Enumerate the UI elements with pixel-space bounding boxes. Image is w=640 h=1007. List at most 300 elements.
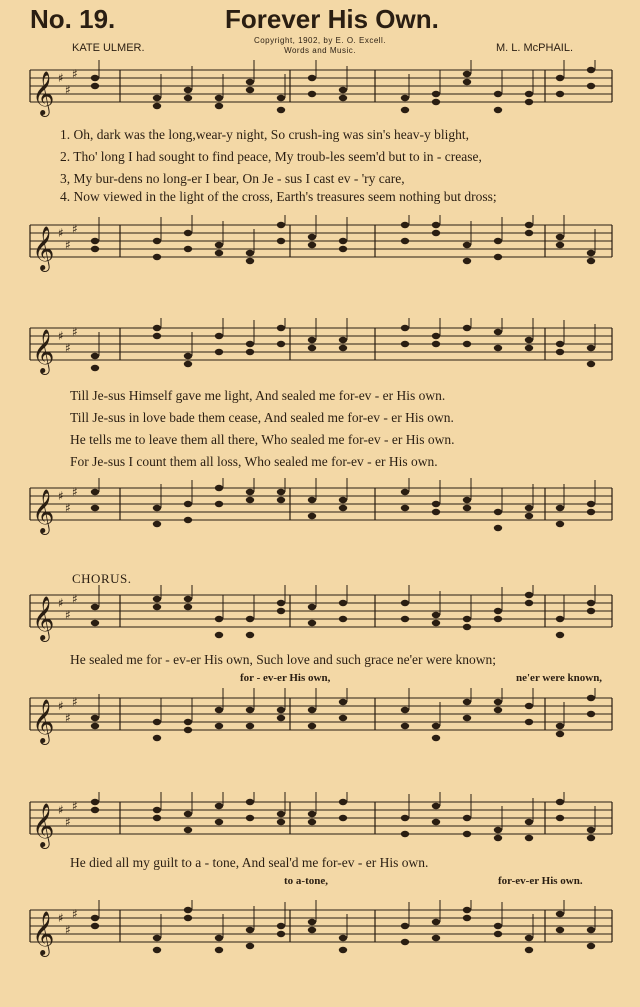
sharp-sign: ♯ (58, 489, 64, 503)
notehead (401, 815, 409, 821)
notehead (184, 827, 192, 833)
notehead (153, 325, 161, 331)
notehead (401, 923, 409, 929)
notehead (246, 616, 254, 622)
notehead (308, 604, 316, 610)
clef-glyph: 𝄞 (32, 596, 55, 640)
notehead (153, 807, 161, 813)
notehead (463, 624, 471, 630)
notehead (401, 489, 409, 495)
notehead (308, 620, 316, 626)
sharp-sign: ♯ (58, 699, 64, 713)
notehead (525, 703, 533, 709)
notehead (91, 246, 99, 252)
clef-glyph: 𝄞 (32, 699, 55, 743)
notehead (525, 600, 533, 606)
notehead (432, 723, 440, 729)
notehead (153, 95, 161, 101)
notehead (525, 345, 533, 351)
notehead (339, 799, 347, 805)
notehead (277, 923, 285, 929)
notehead (494, 345, 502, 351)
notehead (308, 75, 316, 81)
notehead (463, 497, 471, 503)
notehead (215, 349, 223, 355)
notehead (277, 497, 285, 503)
notehead (308, 513, 316, 519)
sharp-sign: ♯ (58, 596, 64, 610)
notehead (184, 501, 192, 507)
notehead (463, 907, 471, 913)
notehead (184, 517, 192, 523)
notehead (91, 238, 99, 244)
notehead (277, 811, 285, 817)
notehead (91, 915, 99, 921)
notehead (587, 258, 595, 264)
hymn-title: Forever His Own. (225, 4, 439, 34)
clef-glyph: 𝄞 (32, 803, 55, 847)
notehead (494, 835, 502, 841)
notehead (401, 616, 409, 622)
notehead (401, 723, 409, 729)
notehead (525, 719, 533, 725)
sharp-sign: ♯ (72, 222, 78, 236)
notehead (432, 935, 440, 941)
notehead (277, 238, 285, 244)
notehead (184, 727, 192, 733)
notehead (246, 815, 254, 821)
notehead (215, 947, 223, 953)
notehead (556, 341, 564, 347)
notehead (184, 87, 192, 93)
notehead (556, 234, 564, 240)
notehead (153, 719, 161, 725)
notehead (184, 230, 192, 236)
notehead (525, 505, 533, 511)
notehead (556, 75, 564, 81)
notehead (277, 600, 285, 606)
notehead (432, 620, 440, 626)
notehead (153, 596, 161, 602)
chorus-echo-2a: to a-tone, (284, 875, 328, 887)
clef-glyph: 𝄞 (32, 489, 55, 533)
notehead (494, 525, 502, 531)
notehead (401, 831, 409, 837)
notehead (91, 723, 99, 729)
notehead (246, 87, 254, 93)
notehead (587, 361, 595, 367)
notehead (91, 799, 99, 805)
notehead (494, 707, 502, 713)
clef-glyph: 𝄞 (32, 329, 55, 373)
verse-line-1b: Till Je-sus Himself gave me light, And sealed me for-ev - er His own. (70, 388, 446, 403)
notehead (215, 501, 223, 507)
notehead (587, 835, 595, 841)
notehead (494, 699, 502, 705)
notehead (184, 811, 192, 817)
notehead (215, 632, 223, 638)
clef-glyph: 𝄞 (32, 71, 55, 115)
notehead (556, 91, 564, 97)
notehead (432, 222, 440, 228)
notehead (494, 509, 502, 515)
staff-system-3-treble (0, 585, 640, 645)
notehead (401, 707, 409, 713)
notehead (556, 632, 564, 638)
notehead (246, 341, 254, 347)
notehead (308, 927, 316, 933)
notehead (587, 250, 595, 256)
sharp-sign: ♯ (58, 226, 64, 240)
notehead (246, 258, 254, 264)
notehead (215, 803, 223, 809)
notehead (587, 600, 595, 606)
notehead (184, 719, 192, 725)
notehead (215, 819, 223, 825)
clef-glyph: 𝄞 (32, 226, 55, 270)
notehead (184, 361, 192, 367)
notehead (339, 246, 347, 252)
notehead (308, 723, 316, 729)
notehead (525, 592, 533, 598)
notehead (432, 501, 440, 507)
notehead (525, 947, 533, 953)
verse-line-1a: 1. Oh, dark was the long,wear-y night, So crush-ing was sin's heav-y blight, (60, 127, 469, 142)
notehead (215, 723, 223, 729)
staff-system-3-bass (0, 688, 640, 748)
notehead (432, 99, 440, 105)
notehead (184, 246, 192, 252)
sharp-sign: ♯ (58, 329, 64, 343)
notehead (432, 509, 440, 515)
notehead (339, 699, 347, 705)
notehead (339, 505, 347, 511)
notehead (463, 505, 471, 511)
notehead (215, 707, 223, 713)
notehead (153, 815, 161, 821)
verse-line-2b: Till Je-sus in love bade them cease, And sealed me for-ev - er His own. (70, 410, 454, 425)
notehead (339, 600, 347, 606)
notehead (556, 911, 564, 917)
notehead (184, 907, 192, 913)
staff-system-1-bass (0, 215, 640, 275)
notehead (91, 75, 99, 81)
notehead (587, 509, 595, 515)
notehead (463, 831, 471, 837)
notehead (463, 815, 471, 821)
notehead (215, 935, 223, 941)
chorus-line-2: He died all my guilt to a - tone, And seal'd me for-ev - er His own. (70, 855, 429, 870)
sharp-sign: ♯ (72, 67, 78, 81)
notehead (556, 242, 564, 248)
notehead (91, 923, 99, 929)
sharp-sign: ♯ (65, 923, 71, 937)
notehead (91, 807, 99, 813)
notehead (494, 238, 502, 244)
staff-system-2-treble (0, 318, 640, 378)
notehead (153, 103, 161, 109)
notehead (277, 489, 285, 495)
staff-system-1-treble (0, 60, 640, 120)
notehead (184, 353, 192, 359)
sharp-sign: ♯ (72, 907, 78, 921)
notehead (556, 815, 564, 821)
notehead (525, 222, 533, 228)
notehead (277, 107, 285, 113)
notehead (525, 91, 533, 97)
notehead (463, 71, 471, 77)
copyright-notice (240, 36, 400, 56)
notehead (556, 731, 564, 737)
notehead (246, 497, 254, 503)
notehead (432, 333, 440, 339)
notehead (525, 835, 533, 841)
notehead (401, 939, 409, 945)
notehead (432, 803, 440, 809)
notehead (246, 250, 254, 256)
notehead (463, 258, 471, 264)
notehead (153, 947, 161, 953)
notehead (401, 95, 409, 101)
notehead (308, 811, 316, 817)
notehead (184, 596, 192, 602)
notehead (184, 95, 192, 101)
notehead (246, 489, 254, 495)
notehead (587, 345, 595, 351)
notehead (587, 67, 595, 73)
notehead (246, 943, 254, 949)
notehead (277, 341, 285, 347)
notehead (277, 819, 285, 825)
notehead (215, 333, 223, 339)
notehead (463, 242, 471, 248)
sharp-sign: ♯ (58, 71, 64, 85)
hymn-number: No. 19. (30, 4, 116, 34)
notehead (91, 604, 99, 610)
notehead (494, 329, 502, 335)
notehead (587, 943, 595, 949)
sharp-sign: ♯ (72, 695, 78, 709)
staff-system-4-treble (0, 792, 640, 852)
notehead (215, 95, 223, 101)
notehead (401, 222, 409, 228)
notehead (246, 799, 254, 805)
notehead (308, 234, 316, 240)
sharp-sign: ♯ (65, 815, 71, 829)
author-credit: KATE ULMER. (72, 42, 145, 54)
notehead (525, 230, 533, 236)
notehead (494, 827, 502, 833)
notehead (494, 931, 502, 937)
notehead (525, 935, 533, 941)
notehead (339, 497, 347, 503)
chorus-echo-1a: for - ev-er His own, (240, 672, 331, 684)
notehead (463, 915, 471, 921)
notehead (587, 83, 595, 89)
sharp-sign: ♯ (72, 325, 78, 339)
notehead (432, 919, 440, 925)
notehead (246, 927, 254, 933)
notehead (246, 349, 254, 355)
notehead (401, 107, 409, 113)
sharp-sign: ♯ (65, 341, 71, 355)
notehead (184, 604, 192, 610)
notehead (308, 819, 316, 825)
notehead (525, 99, 533, 105)
notehead (277, 608, 285, 614)
notehead (432, 341, 440, 347)
sharp-sign: ♯ (65, 711, 71, 725)
composer-credit: M. L. McPHAIL. (496, 42, 574, 54)
chorus-echo-2b: for-ev-er His own. (498, 875, 583, 887)
notehead (339, 87, 347, 93)
notehead (215, 485, 223, 491)
chorus-echo-1b: ne'er were known, (516, 672, 603, 684)
notehead (339, 616, 347, 622)
notehead (556, 505, 564, 511)
notehead (246, 723, 254, 729)
notehead (432, 735, 440, 741)
notehead (91, 505, 99, 511)
notehead (339, 337, 347, 343)
sharp-sign: ♯ (72, 799, 78, 813)
sharp-sign: ♯ (65, 608, 71, 622)
notehead (339, 935, 347, 941)
notehead (401, 600, 409, 606)
notehead (494, 923, 502, 929)
notehead (277, 325, 285, 331)
notehead (556, 799, 564, 805)
sharp-sign: ♯ (72, 485, 78, 499)
notehead (308, 337, 316, 343)
notehead (308, 345, 316, 351)
notehead (556, 349, 564, 355)
words-and-music-line: Words and Music. (284, 46, 356, 55)
notehead (432, 91, 440, 97)
notehead (587, 695, 595, 701)
notehead (215, 103, 223, 109)
verse-line-4b: For Je-sus I count them all loss, Who sealed me for-ev - er His own. (70, 454, 438, 469)
notehead (308, 707, 316, 713)
notehead (463, 715, 471, 721)
notehead (339, 95, 347, 101)
notehead (401, 505, 409, 511)
notehead (308, 242, 316, 248)
notehead (215, 616, 223, 622)
notehead (277, 715, 285, 721)
sharp-sign: ♯ (72, 592, 78, 606)
notehead (556, 927, 564, 933)
notehead (525, 819, 533, 825)
notehead (525, 513, 533, 519)
chorus-label: CHORUS. (72, 571, 132, 586)
verse-line-3a: 3, My bur-dens no long-er I bear, On Je - sus I cast ev - 'ry care, (60, 171, 405, 186)
notehead (432, 612, 440, 618)
notehead (277, 931, 285, 937)
staff-system-4-bass (0, 900, 640, 960)
notehead (153, 254, 161, 260)
notehead (556, 616, 564, 622)
notehead (525, 337, 533, 343)
notehead (153, 935, 161, 941)
notehead (246, 707, 254, 713)
sharp-sign: ♯ (65, 238, 71, 252)
notehead (246, 632, 254, 638)
verse-line-2a: 2. Tho' long I had sought to find peace, My troub-les seem'd but to in - crease, (60, 149, 482, 164)
notehead (432, 819, 440, 825)
clef-glyph: 𝄞 (32, 911, 55, 955)
notehead (463, 699, 471, 705)
notehead (277, 222, 285, 228)
notehead (308, 497, 316, 503)
copyright-line: Copyright, 1902, by E. O. Excell. (253, 36, 387, 45)
notehead (463, 325, 471, 331)
notehead (91, 489, 99, 495)
notehead (308, 919, 316, 925)
notehead (494, 91, 502, 97)
notehead (556, 723, 564, 729)
notehead (339, 947, 347, 953)
notehead (184, 915, 192, 921)
notehead (339, 238, 347, 244)
notehead (339, 345, 347, 351)
notehead (339, 715, 347, 721)
notehead (494, 107, 502, 113)
notehead (463, 616, 471, 622)
sharp-sign: ♯ (65, 501, 71, 515)
sharp-sign: ♯ (65, 83, 71, 97)
notehead (153, 521, 161, 527)
notehead (91, 620, 99, 626)
notehead (587, 501, 595, 507)
notehead (587, 827, 595, 833)
notehead (463, 341, 471, 347)
notehead (463, 79, 471, 85)
verse-line-3b: He tells me to leave them all there, Who sealed me for-ev - er His own. (70, 432, 455, 447)
notehead (153, 604, 161, 610)
sharp-sign: ♯ (58, 911, 64, 925)
notehead (308, 91, 316, 97)
notehead (153, 505, 161, 511)
notehead (91, 83, 99, 89)
notehead (277, 95, 285, 101)
notehead (494, 608, 502, 614)
notehead (215, 242, 223, 248)
notehead (494, 616, 502, 622)
verse-line-4a: 4. Now viewed in the light of the cross, Earth's treasures seem nothing but dross; (60, 189, 497, 204)
notehead (215, 250, 223, 256)
notehead (432, 230, 440, 236)
notehead (153, 735, 161, 741)
notehead (339, 815, 347, 821)
notehead (556, 521, 564, 527)
notehead (91, 365, 99, 371)
staff-system-2-bass (0, 478, 640, 538)
notehead (153, 333, 161, 339)
notehead (277, 707, 285, 713)
notehead (246, 79, 254, 85)
sharp-sign: ♯ (58, 803, 64, 817)
chorus-line-1: He sealed me for - ev-er His own, Such love and such grace ne'er were known; (70, 652, 497, 667)
notehead (153, 238, 161, 244)
notehead (587, 711, 595, 717)
notehead (91, 715, 99, 721)
notehead (494, 254, 502, 260)
notehead (401, 238, 409, 244)
notehead (401, 341, 409, 347)
notehead (587, 927, 595, 933)
notehead (587, 608, 595, 614)
